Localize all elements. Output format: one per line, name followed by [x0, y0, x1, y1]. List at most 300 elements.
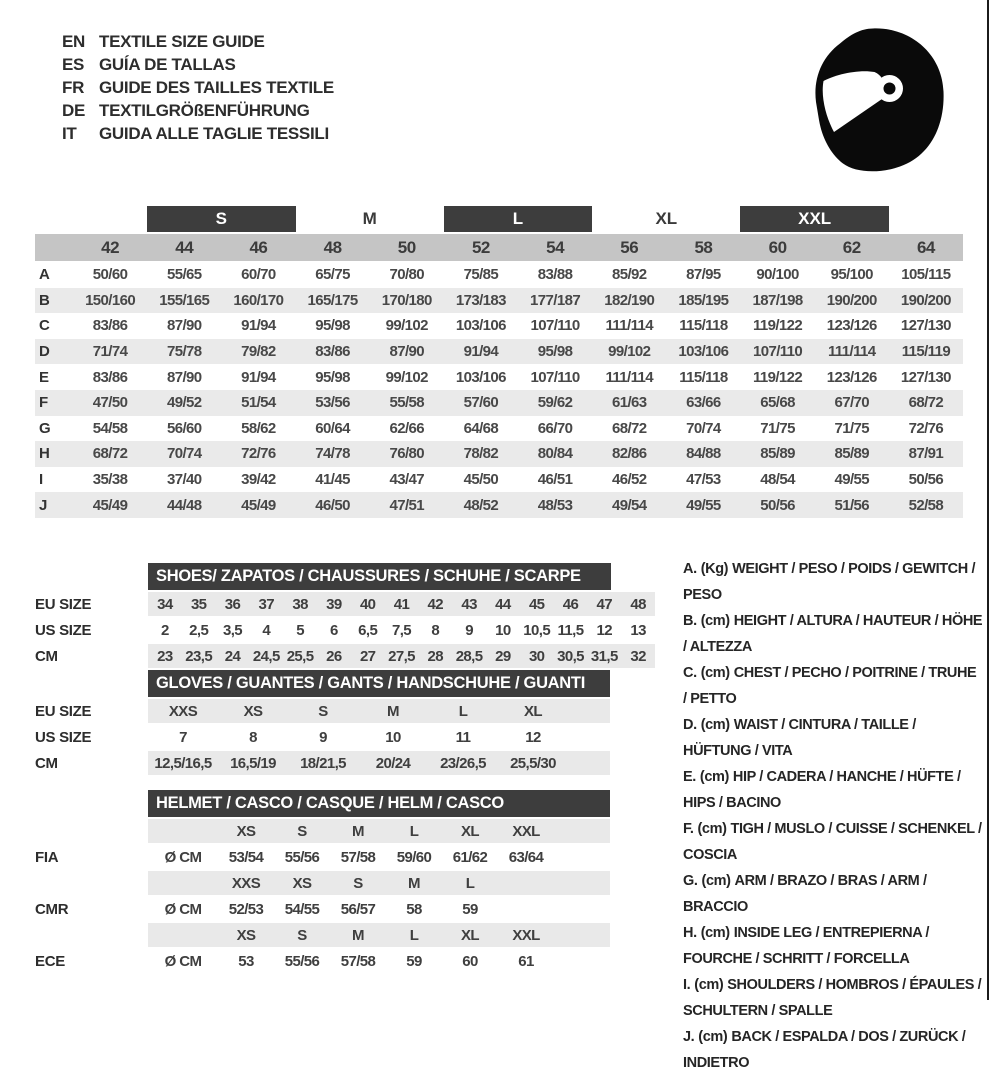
shoes-value: 30,5 [557, 647, 584, 665]
legend-unit: (cm) [697, 821, 727, 837]
legend-unit: (cm) [700, 665, 730, 681]
size-value: 95/98 [315, 368, 350, 386]
legend-unit: (cm) [700, 613, 730, 629]
shoes-value: 10 [495, 621, 511, 639]
size-value: 65/75 [315, 266, 350, 284]
shoes-row-2 [35, 644, 655, 668]
legend-item-j [683, 1024, 983, 1076]
legend-item-i [683, 972, 983, 1024]
legend-letter: H. [683, 925, 697, 941]
row-label: F [39, 394, 49, 412]
shoes-value: 46 [562, 595, 579, 613]
legend-letter: A. [683, 561, 697, 577]
language-code: ES [62, 54, 85, 74]
size-value: 43/47 [389, 471, 425, 489]
shoes-value: 10,5 [523, 621, 551, 639]
gloves-row-label: US SIZE [35, 728, 92, 746]
size-value: 70/80 [389, 266, 425, 284]
language-code: IT [62, 123, 77, 143]
legend-letter: E. [683, 769, 696, 785]
shoes-value: 4 [262, 621, 271, 639]
size-value: 173/183 [455, 291, 506, 309]
shoes-value: 2,5 [189, 621, 209, 639]
helmet-value: 61/62 [452, 848, 488, 866]
row-label: E [39, 368, 50, 386]
shoes-value: 11,5 [557, 621, 584, 639]
size-value: 170/180 [381, 291, 432, 309]
row-label: A [39, 266, 50, 284]
size-value: 91/94 [463, 343, 499, 361]
legend-text: SHOULDERS / HOMBROS / ÉPAULES / SCHULTERN / SPALLE [683, 977, 982, 1019]
shoes-value: 32 [630, 647, 646, 665]
helmet-value: 52/53 [228, 900, 264, 918]
size-value: 111/114 [605, 368, 654, 386]
helmet-diameter-label: Ø CM [164, 848, 202, 866]
helmet-header-spacer [35, 790, 148, 817]
size-value: 127/130 [900, 317, 951, 335]
size-value: 50/60 [92, 266, 128, 284]
shoes-value: 34 [157, 595, 173, 613]
size-value: 47/50 [92, 394, 128, 412]
size-value: 70/74 [166, 445, 202, 463]
shoes-value: 35 [190, 595, 207, 613]
shoes-value: 44 [495, 595, 511, 613]
gloves-header-row [35, 670, 610, 697]
gloves-row-band [148, 751, 610, 775]
helmet-standard-label: ECE [35, 952, 65, 970]
helmet-size-label: XL [461, 926, 479, 944]
size-value: 60/70 [241, 266, 276, 284]
shoes-value: 43 [461, 595, 477, 613]
language-code: FR [62, 77, 85, 97]
size-value: 105/115 [901, 266, 951, 284]
shoes-row-label: US SIZE [35, 621, 92, 639]
numeric-size: 60 [768, 237, 787, 257]
size-value: 119/122 [752, 368, 803, 386]
shoes-value: 27 [359, 647, 376, 665]
gloves-table [35, 670, 610, 777]
shoes-value: 47 [596, 595, 613, 613]
numeric-size: 54 [546, 237, 565, 257]
numeric-size: 42 [101, 237, 120, 257]
size-value: 115/119 [901, 343, 951, 361]
helmet-value: 59 [462, 900, 478, 918]
legend-item-d [683, 712, 983, 764]
gloves-value: 16,5/19 [230, 754, 276, 772]
shoes-value: 6 [330, 621, 338, 639]
size-value: 111/114 [605, 317, 654, 335]
helmet-size-label: S [297, 822, 307, 840]
gloves-table-title: GLOVES / GUANTES / GANTS / HANDSCHUHE / GUANTI [148, 670, 610, 697]
helmet-table [35, 790, 610, 975]
helmet-value: 53 [238, 952, 254, 970]
size-value: 160/170 [233, 291, 284, 309]
shoes-value: 5 [296, 621, 304, 639]
gloves-value: 11 [455, 728, 471, 746]
size-value: 80/84 [537, 445, 573, 463]
helmet-size-label: S [297, 926, 307, 944]
gloves-value: M [387, 702, 399, 720]
size-value: 52/58 [908, 496, 944, 514]
helmet-value: 57/58 [340, 952, 376, 970]
legend-text: INSIDE LEG / ENTREPIERNA / FOURCHE / SCHRITT / FORCELLA [683, 925, 930, 967]
numeric-size: 46 [249, 237, 268, 257]
shoes-value: 7,5 [391, 621, 412, 639]
shoes-row-band [148, 592, 655, 616]
language-title: TEXTILGRÖßENFÜHRUNG [99, 100, 310, 120]
gloves-value: 9 [319, 728, 327, 746]
shoes-value: 48 [630, 595, 646, 613]
helmet-value: 63/64 [508, 848, 544, 866]
legend-text: WEIGHT / PESO / POIDS / GEWITCH / PESO [683, 561, 976, 603]
gloves-value: 12,5/16,5 [154, 754, 212, 772]
size-value: 61/63 [611, 394, 647, 412]
size-value: 53/56 [315, 394, 350, 412]
size-value: 47/53 [686, 471, 721, 489]
textile-row-f [35, 390, 963, 416]
legend-letter: F. [683, 821, 694, 837]
helmet-sizes-band [148, 923, 610, 947]
size-value: 107/110 [752, 343, 803, 361]
shoes-value: 25,5 [286, 647, 314, 665]
shoes-row-0 [35, 592, 655, 616]
textile-row-b [35, 288, 963, 314]
size-value: 72/76 [908, 419, 944, 437]
shoes-value: 30 [528, 647, 545, 665]
shoes-value: 41 [393, 595, 410, 613]
legend-unit: (cm) [699, 769, 729, 785]
size-value: 59/62 [537, 394, 573, 412]
size-value: 82/86 [611, 445, 647, 463]
size-value: 127/130 [900, 368, 951, 386]
shoes-value: 6,5 [358, 621, 378, 639]
shoes-row-1 [35, 618, 655, 642]
helmet-value: 61 [518, 952, 534, 970]
size-value: 48/53 [537, 496, 573, 514]
shoes-value: 31,5 [590, 647, 618, 665]
size-value: 46/50 [315, 496, 350, 514]
size-value: 35/38 [92, 471, 128, 489]
shoes-value: 23,5 [185, 647, 213, 665]
size-group-m: M [362, 209, 377, 228]
language-title-list [62, 30, 334, 145]
helmet-size-label: XXL [512, 822, 540, 840]
helmet-standard-label: FIA [35, 848, 59, 866]
size-value: 85/89 [760, 445, 795, 463]
helmet-values-band [148, 949, 610, 973]
language-row-es [62, 53, 334, 76]
textile-row-g [35, 416, 963, 442]
legend-letter: J. [683, 1029, 695, 1045]
size-value: 71/75 [760, 419, 795, 437]
shoes-row-label: CM [35, 647, 58, 665]
size-value: 79/82 [241, 343, 276, 361]
size-value: 72/76 [241, 445, 276, 463]
row-label: G [39, 419, 51, 437]
textile-size-groups [35, 206, 963, 232]
legend-unit: (cm) [700, 717, 730, 733]
shoes-value: 23 [157, 647, 173, 665]
textile-row-j [35, 492, 963, 518]
textile-row-e [35, 364, 963, 390]
row-label: I [39, 471, 44, 489]
helmet-size-label: M [352, 822, 364, 840]
helmet-size-label: XS [292, 874, 312, 892]
size-value: 68/72 [92, 445, 128, 463]
helmet-sizes-row-fia [35, 819, 610, 843]
size-value: 87/90 [166, 317, 202, 335]
legend-unit: (cm) [701, 873, 731, 889]
shoes-row-band [148, 618, 655, 642]
size-value: 46/51 [537, 471, 573, 489]
legend-item-a [683, 556, 983, 608]
size-value: 83/86 [92, 368, 128, 386]
helmet-sizes-band [148, 819, 610, 843]
size-value: 39/42 [241, 471, 276, 489]
size-value: 95/100 [830, 266, 873, 284]
size-value: 71/75 [834, 419, 870, 437]
shoes-header-row [35, 563, 655, 590]
gloves-value: 25,5/30 [510, 754, 556, 772]
size-value: 48/52 [463, 496, 499, 514]
shoes-row-label: EU SIZE [35, 595, 92, 613]
helmet-value: 56/57 [340, 900, 376, 918]
shoes-value: 24,5 [252, 647, 280, 665]
size-value: 90/100 [756, 266, 799, 284]
page-edge-line [987, 0, 989, 1000]
gloves-row-2 [35, 751, 610, 775]
language-code: DE [62, 100, 86, 120]
shoes-value: 13 [630, 621, 646, 639]
textile-size-table [35, 206, 963, 518]
size-value: 85/92 [611, 266, 647, 284]
language-title: GUIDA ALLE TAGLIE TESSILI [99, 123, 329, 143]
shoes-value: 28,5 [455, 647, 483, 665]
gloves-row-1 [35, 725, 610, 749]
legend-text: TIGH / MUSLO / CUISSE / SCHENKEL / COSCIA [683, 821, 982, 863]
shoes-value: 3,5 [222, 621, 243, 639]
size-value: 67/70 [834, 394, 870, 412]
language-code: EN [62, 31, 86, 51]
gloves-value: 7 [179, 728, 187, 746]
size-value: 56/60 [166, 419, 202, 437]
shoes-value: 27,5 [388, 647, 415, 665]
numeric-size: 56 [620, 237, 639, 257]
size-value: 49/55 [686, 496, 721, 514]
size-value: 65/68 [760, 394, 795, 412]
helmet-value: 58 [406, 900, 422, 918]
helmet-diameter-label: Ø CM [164, 952, 202, 970]
size-value: 47/51 [389, 496, 425, 514]
helmet-value: 59 [406, 952, 422, 970]
size-value: 76/80 [389, 445, 425, 463]
helmet-sizes-spacer [35, 819, 148, 843]
legend-item-e [683, 764, 983, 816]
helmet-values-band [148, 897, 610, 921]
size-value: 83/86 [315, 343, 350, 361]
gloves-value: XL [524, 702, 542, 720]
legend-text: BACK / ESPALDA / DOS / ZURÜCK / INDIETRO [683, 1029, 966, 1071]
size-value: 165/175 [307, 291, 358, 309]
helmet-size-label: M [408, 874, 420, 892]
helmet-size-label: L [465, 874, 475, 892]
gloves-value: XS [243, 702, 263, 720]
legend-letter: B. [683, 613, 697, 629]
size-value: 60/64 [315, 419, 350, 437]
size-value: 75/78 [166, 343, 202, 361]
legend-unit: (cm) [694, 977, 724, 993]
numeric-size: 44 [175, 237, 194, 257]
textile-row-c [35, 313, 963, 339]
shoes-value: 39 [326, 595, 342, 613]
gloves-row-label: CM [35, 754, 58, 772]
size-value: 91/94 [241, 368, 276, 386]
helmet-size-label: S [353, 874, 363, 892]
helmet-size-label: XS [236, 822, 256, 840]
helmet-value: 57/58 [340, 848, 376, 866]
gloves-table-rows [35, 699, 610, 775]
size-value: 95/98 [537, 343, 573, 361]
helmet-value: 53/54 [228, 848, 264, 866]
language-row-fr [62, 76, 334, 99]
racing-helmet-icon [797, 24, 961, 174]
size-value: 87/90 [389, 343, 425, 361]
size-value: 107/110 [530, 317, 580, 335]
textile-numeric-row [35, 234, 963, 261]
language-title: GUÍA DE TALLAS [99, 54, 236, 74]
size-value: 83/86 [92, 317, 128, 335]
size-value: 74/78 [315, 445, 350, 463]
legend-item-f [683, 816, 983, 868]
gloves-value: 18/21,5 [300, 754, 346, 772]
gloves-value: 20/24 [375, 754, 411, 772]
row-label: J [39, 496, 48, 514]
helmet-values-row-cmr [35, 897, 610, 921]
legend-item-b [683, 608, 983, 660]
legend-letter: G. [683, 873, 698, 889]
shoes-value: 26 [326, 647, 342, 665]
size-value: 87/91 [908, 445, 944, 463]
size-value: 150/160 [85, 291, 136, 309]
gloves-value: L [458, 702, 468, 720]
row-label: H [39, 445, 50, 463]
legend-item-g [683, 868, 983, 920]
legend-text: WAIST / CINTURA / TAILLE / HÜFTUNG / VITA [683, 717, 916, 759]
helmet-size-label: XL [461, 822, 479, 840]
size-value: 85/89 [834, 445, 870, 463]
size-value: 123/126 [826, 368, 877, 386]
helmet-value: 55/56 [284, 952, 320, 970]
size-value: 99/102 [385, 317, 428, 335]
row-label: B [39, 291, 50, 309]
size-value: 58/62 [241, 419, 276, 437]
numeric-size: 52 [471, 237, 490, 257]
size-value: 50/56 [760, 496, 795, 514]
shoes-row-band [148, 644, 655, 668]
gloves-value: S [318, 702, 328, 720]
size-group-l: L [444, 206, 592, 232]
helmet-size-label: M [352, 926, 364, 944]
size-value: 95/98 [315, 317, 350, 335]
numeric-size: 64 [916, 237, 935, 257]
size-value: 87/90 [166, 368, 202, 386]
textile-row-i [35, 467, 963, 493]
numeric-size: 48 [323, 237, 342, 257]
size-value: 66/70 [537, 419, 573, 437]
legend-text: HEIGHT / ALTURA / HAUTEUR / HÖHE / ALTEZZA [683, 613, 983, 655]
size-value: 57/60 [463, 394, 499, 412]
size-value: 78/82 [463, 445, 499, 463]
helmet-size-label: XXS [231, 874, 261, 892]
size-value: 45/49 [241, 496, 276, 514]
size-value: 46/52 [611, 471, 647, 489]
legend-unit: (cm) [698, 1029, 728, 1045]
size-value: 55/58 [389, 394, 425, 412]
size-value: 44/48 [166, 496, 202, 514]
size-value: 99/102 [608, 343, 651, 361]
helmet-sizes-row-cmr [35, 871, 610, 895]
shoes-value: 8 [431, 621, 440, 639]
size-value: 50/56 [908, 471, 944, 489]
size-value: 64/68 [463, 419, 499, 437]
gloves-value: 10 [385, 728, 401, 746]
size-value: 49/55 [834, 471, 870, 489]
size-value: 51/54 [241, 394, 276, 412]
size-value: 87/95 [686, 266, 721, 284]
shoes-table-title: SHOES/ ZAPATOS / CHAUSSURES / SCHUHE / SCARPE [148, 563, 611, 590]
shoes-value: 29 [495, 647, 511, 665]
gloves-value: 12 [525, 728, 541, 746]
size-value: 54/58 [92, 419, 128, 437]
size-value: 190/200 [900, 291, 951, 309]
helmet-size-label: L [409, 822, 419, 840]
legend-letter: I. [683, 977, 691, 993]
size-value: 62/66 [389, 419, 425, 437]
shoes-value: 38 [292, 595, 308, 613]
size-value: 45/50 [463, 471, 499, 489]
helmet-size-label: XXL [512, 926, 540, 944]
helmet-diameter-label: Ø CM [164, 900, 202, 918]
language-row-de [62, 99, 334, 122]
legend-text: ARM / BRAZO / BRAS / ARM / BRACCIO [683, 873, 927, 915]
shoes-value: 45 [528, 595, 545, 613]
size-value: 83/88 [537, 266, 573, 284]
legend [683, 556, 983, 1076]
legend-item-h [683, 920, 983, 972]
size-value: 111/114 [827, 343, 876, 361]
helmet-value: 55/56 [284, 848, 320, 866]
size-value: 55/65 [166, 266, 202, 284]
shoes-value: 37 [258, 595, 275, 613]
helmet-values-row-ece [35, 949, 610, 973]
size-group-xxl: XXL [740, 206, 888, 232]
helmet-value: 60 [462, 952, 478, 970]
language-row-it [62, 122, 334, 145]
size-value: 70/74 [686, 419, 721, 437]
shoes-value: 36 [224, 595, 241, 613]
helmet-size-label: L [409, 926, 419, 944]
shoes-value: 12 [596, 621, 613, 639]
gloves-row-band [148, 725, 610, 749]
size-value: 48/54 [760, 471, 795, 489]
helmet-standard-label: CMR [35, 900, 69, 918]
size-value: 177/187 [530, 291, 581, 309]
shoes-table-rows [35, 592, 655, 668]
language-row-en [62, 30, 334, 53]
shoes-header-spacer [35, 563, 148, 590]
helmet-sizes-band [148, 871, 610, 895]
size-value: 75/85 [463, 266, 499, 284]
